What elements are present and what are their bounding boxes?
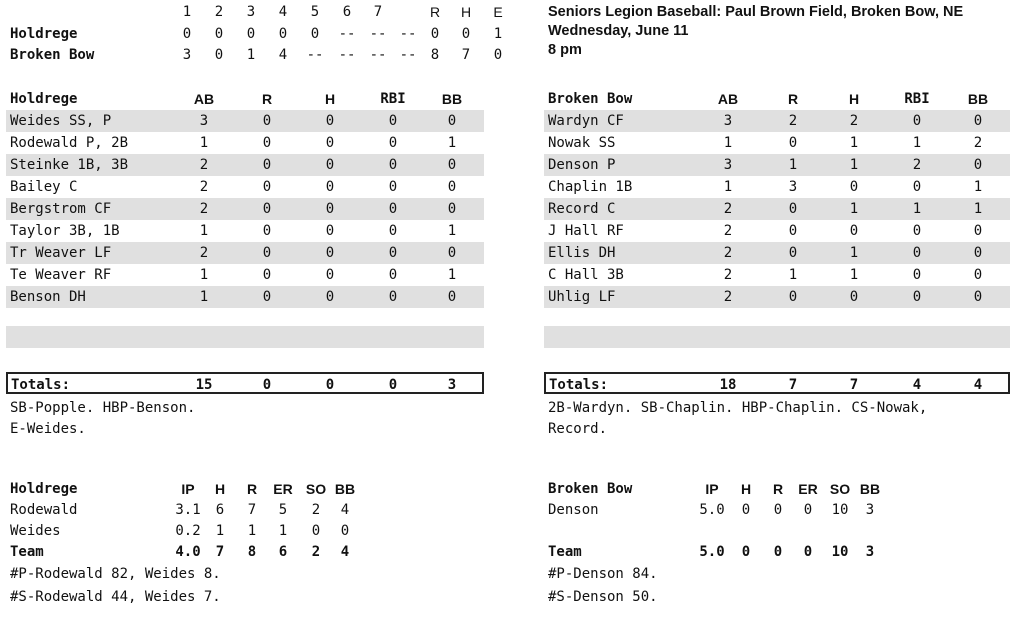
stat-r: 0 (262, 113, 272, 129)
stat-rbi: 0 (388, 157, 398, 173)
stat-ab: 2 (723, 289, 733, 305)
pitching-team-row (548, 542, 908, 563)
stat-r: 0 (788, 223, 798, 239)
stat-r: 2 (788, 113, 798, 129)
team-so: 2 (311, 544, 321, 560)
pitching-team-name: Holdrege (10, 481, 78, 497)
team-bb: 3 (865, 544, 875, 560)
home-inning-5: -- (306, 47, 324, 63)
game-info (548, 3, 963, 60)
pitcher-name: Rodewald (10, 502, 78, 518)
stat-rbi: 1 (912, 201, 922, 217)
stat-h: 0 (325, 267, 335, 283)
col-bb: BB (859, 481, 881, 497)
stat-bb: 2 (973, 135, 983, 151)
batting-row (6, 242, 484, 264)
stat-bb: 0 (447, 201, 457, 217)
col-h: H (214, 481, 226, 497)
col-er: ER (798, 481, 818, 497)
team-r: 0 (773, 544, 783, 560)
col-so: SO (305, 481, 327, 497)
inning-header-3: 3 (246, 4, 256, 20)
team-er: 6 (278, 544, 288, 560)
pitching-team-label: Team (548, 544, 582, 560)
player-name: Te Weaver RF (10, 267, 112, 283)
stat-ip: 5.0 (699, 502, 725, 518)
batting-row (544, 220, 1010, 242)
home-inning-1: 3 (182, 47, 192, 63)
stat-ab: 2 (199, 157, 209, 173)
col-so: SO (829, 481, 851, 497)
stat-rbi: 0 (388, 267, 398, 283)
team-ip: 5.0 (699, 544, 725, 560)
team-ip: 4.0 (175, 544, 201, 560)
stat-bb: 4 (340, 502, 350, 518)
stat-h: 1 (849, 201, 859, 217)
inning-header-5: 5 (310, 4, 320, 20)
stat-ab: 2 (199, 201, 209, 217)
batting-row (544, 110, 1010, 132)
player-name: Rodewald P, 2B (10, 135, 129, 151)
stat-er: 0 (803, 502, 813, 518)
stat-h: 0 (325, 245, 335, 261)
stat-bb: 1 (447, 267, 457, 283)
away-inning-4: 0 (278, 26, 288, 42)
strike-count-note: #S-Rodewald 44, Weides 7. (10, 589, 221, 605)
batting-row (544, 198, 1010, 220)
batting-totals-row (544, 372, 1010, 394)
stat-ip: 3.1 (175, 502, 201, 518)
stat-ab: 2 (723, 201, 733, 217)
batting-row (544, 264, 1010, 286)
player-name: Steinke 1B, 3B (10, 157, 129, 173)
pitching-team-label: Team (10, 544, 44, 560)
player-name: C Hall 3B (548, 267, 624, 283)
totals-ab: 15 (195, 377, 213, 393)
stat-h: 1 (215, 523, 225, 539)
away-inning-3: 0 (246, 26, 256, 42)
stat-h: 0 (849, 289, 859, 305)
stat-ab: 1 (199, 289, 209, 305)
team-r: 8 (247, 544, 257, 560)
stat-bb: 0 (973, 157, 983, 173)
col-rbi: RBI (380, 91, 406, 107)
stat-bb: 1 (973, 179, 983, 195)
pitching-header (10, 479, 370, 500)
stat-rbi: 0 (912, 289, 922, 305)
spacer (548, 521, 908, 542)
stat-bb: 0 (447, 179, 457, 195)
runs-header: R (429, 4, 441, 20)
game-title: Seniors Legion Baseball: Paul Brown Field, Broken Bow, NE (548, 4, 964, 20)
stat-so: 10 (831, 502, 849, 518)
player-name: Wardyn CF (548, 113, 624, 129)
pitching-table-holdrege (10, 479, 370, 609)
stat-r: 0 (788, 245, 798, 261)
game-time: 8 pm (548, 42, 582, 58)
stat-ab: 1 (723, 135, 733, 151)
stat-rbi: 0 (912, 223, 922, 239)
stat-rbi: 0 (388, 223, 398, 239)
pitch-count-note: #P-Rodewald 82, Weides 8. (10, 566, 221, 582)
stat-ab: 3 (723, 157, 733, 173)
away-errors: 1 (493, 26, 503, 42)
batting-row (544, 154, 1010, 176)
stat-ab: 2 (723, 245, 733, 261)
totals-bb: 3 (447, 377, 457, 393)
col-bb: BB (334, 481, 356, 497)
pitcher-name: Denson (548, 502, 599, 518)
batting-row (6, 198, 484, 220)
stat-h: 0 (325, 289, 335, 305)
stat-r: 7 (247, 502, 257, 518)
player-name: Record C (548, 201, 616, 217)
player-name: Bergstrom CF (10, 201, 112, 217)
stat-so: 2 (311, 502, 321, 518)
player-name: Bailey C (10, 179, 78, 195)
stat-ab: 1 (199, 135, 209, 151)
stat-r: 0 (788, 201, 798, 217)
stat-r: 0 (262, 179, 272, 195)
home-inning-3: 1 (246, 47, 256, 63)
totals-label: Totals: (549, 377, 609, 393)
stat-er: 1 (278, 523, 288, 539)
stat-bb: 0 (447, 289, 457, 305)
pitcher-row (10, 521, 370, 542)
away-hits: 0 (461, 26, 471, 42)
stat-h: 0 (325, 179, 335, 195)
stat-bb: 0 (973, 223, 983, 239)
stat-h: 2 (849, 113, 859, 129)
home-inning-7: -- (369, 47, 387, 63)
game-date: Wednesday, June 11 (548, 23, 689, 39)
col-h: H (324, 91, 336, 107)
batting-team-name: Broken Bow (548, 91, 633, 107)
batting-notes (548, 398, 927, 440)
stat-h: 0 (849, 223, 859, 239)
batting-row (544, 242, 1010, 264)
strike-count-note: #S-Denson 50. (548, 589, 658, 605)
stat-ab: 3 (723, 113, 733, 129)
stat-rbi: 0 (388, 201, 398, 217)
batting-notes (10, 398, 195, 440)
totals-rbi: 4 (912, 377, 922, 393)
stat-rbi: 2 (912, 157, 922, 173)
pitching-team-name: Broken Bow (548, 481, 633, 497)
stat-bb: 0 (447, 157, 457, 173)
player-name: Uhlig LF (548, 289, 616, 305)
stat-ab: 2 (199, 245, 209, 261)
col-h: H (740, 481, 752, 497)
stat-h: 0 (325, 135, 335, 151)
batting-row (6, 176, 484, 198)
stat-h: 0 (741, 502, 751, 518)
team-bb: 4 (340, 544, 350, 560)
totals-h: 7 (849, 377, 859, 393)
player-name: Tr Weaver LF (10, 245, 112, 261)
away-inning-7: -- (369, 26, 387, 42)
pitcher-row (10, 500, 370, 521)
stat-r: 0 (262, 267, 272, 283)
player-name: J Hall RF (548, 223, 624, 239)
stat-r: 3 (788, 179, 798, 195)
home-inning-8: -- (399, 47, 417, 63)
errors-header: E (493, 4, 503, 20)
player-name: Ellis DH (548, 245, 616, 261)
stat-ab: 2 (723, 223, 733, 239)
totals-label: Totals: (11, 377, 71, 393)
away-inning-5: 0 (310, 26, 320, 42)
col-ab: AB (193, 91, 215, 107)
batting-row (6, 110, 484, 132)
home-runs: 8 (430, 47, 440, 63)
col-rbi: RBI (904, 91, 930, 107)
batting-note-line: E-Weides. (10, 421, 86, 437)
stat-bb: 0 (447, 245, 457, 261)
away-runs: 0 (430, 26, 440, 42)
batting-row (6, 264, 484, 286)
team-h: 7 (215, 544, 225, 560)
batting-header (544, 88, 1010, 110)
batting-row (6, 154, 484, 176)
stat-ab: 2 (199, 179, 209, 195)
player-name: Denson P (548, 157, 616, 173)
batting-note-line: Record. (548, 421, 608, 437)
batting-row (544, 286, 1010, 308)
stat-h: 1 (849, 157, 859, 173)
totals-bb: 4 (973, 377, 983, 393)
stat-h: 6 (215, 502, 225, 518)
col-r: R (772, 481, 784, 497)
stat-rbi: 0 (388, 179, 398, 195)
stat-rbi: 1 (912, 135, 922, 151)
stat-bb: 0 (973, 289, 983, 305)
player-name: Taylor 3B, 1B (10, 223, 120, 239)
inning-header-2: 2 (214, 4, 224, 20)
stat-bb: 1 (973, 201, 983, 217)
away-inning-2: 0 (214, 26, 224, 42)
stat-r: 0 (262, 157, 272, 173)
stat-so: 0 (311, 523, 321, 539)
stat-rbi: 0 (388, 135, 398, 151)
player-name: Chaplin 1B (548, 179, 633, 195)
stat-r: 0 (262, 135, 272, 151)
col-r: R (261, 91, 273, 107)
pitching-team-row (10, 542, 370, 563)
stat-rbi: 0 (388, 245, 398, 261)
batting-row (6, 220, 484, 242)
col-ip: IP (181, 481, 195, 497)
empty-row (544, 326, 1010, 348)
stat-bb: 3 (865, 502, 875, 518)
away-inning-8: -- (399, 26, 417, 42)
col-ip: IP (705, 481, 719, 497)
home-inning-4: 4 (278, 47, 288, 63)
batting-table-holdrege (6, 88, 484, 437)
col-bb: BB (967, 91, 989, 107)
linescore-team-home: Broken Bow (10, 47, 95, 63)
team-er: 0 (803, 544, 813, 560)
home-hits: 7 (461, 47, 471, 63)
inning-header-6: 6 (342, 4, 352, 20)
stat-bb: 0 (973, 113, 983, 129)
stat-r: 0 (262, 289, 272, 305)
inning-header-1: 1 (182, 4, 192, 20)
stat-r: 0 (788, 135, 798, 151)
batting-note-line: SB-Popple. HBP-Benson. (10, 400, 196, 416)
stat-rbi: 0 (912, 245, 922, 261)
stat-bb: 0 (973, 245, 983, 261)
batting-row (6, 286, 484, 308)
home-errors: 0 (493, 47, 503, 63)
batting-row (6, 132, 484, 154)
stat-er: 5 (278, 502, 288, 518)
stat-bb: 0 (340, 523, 350, 539)
col-ab: AB (717, 91, 739, 107)
home-inning-6: -- (338, 47, 356, 63)
stat-h: 1 (849, 267, 859, 283)
batting-team-name: Holdrege (10, 91, 78, 107)
stat-r: 1 (788, 157, 798, 173)
stat-ab: 1 (199, 223, 209, 239)
home-inning-2: 0 (214, 47, 224, 63)
stat-rbi: 0 (912, 113, 922, 129)
stat-bb: 0 (973, 267, 983, 283)
pitching-header (548, 479, 908, 500)
player-name: Benson DH (10, 289, 86, 305)
stat-r: 0 (262, 245, 272, 261)
stat-bb: 0 (447, 113, 457, 129)
stat-r: 0 (262, 201, 272, 217)
linescore-team-away: Holdrege (10, 26, 78, 42)
totals-r: 7 (788, 377, 798, 393)
stat-ab: 2 (723, 267, 733, 283)
player-name: Weides SS, P (10, 113, 112, 129)
stat-h: 0 (325, 223, 335, 239)
stat-h: 0 (849, 179, 859, 195)
stat-h: 1 (849, 135, 859, 151)
stat-bb: 1 (447, 135, 457, 151)
stat-h: 0 (325, 201, 335, 217)
pitcher-name: Weides (10, 523, 61, 539)
pitch-count-note: #P-Denson 84. (548, 566, 658, 582)
stat-rbi: 0 (388, 113, 398, 129)
batting-row (544, 132, 1010, 154)
totals-ab: 18 (719, 377, 737, 393)
totals-r: 0 (262, 377, 272, 393)
team-so: 10 (831, 544, 849, 560)
stat-r: 0 (262, 223, 272, 239)
stat-r: 0 (773, 502, 783, 518)
col-r: R (246, 481, 258, 497)
stat-h: 0 (325, 157, 335, 173)
stat-rbi: 0 (912, 267, 922, 283)
totals-h: 0 (325, 377, 335, 393)
stat-rbi: 0 (388, 289, 398, 305)
batting-row (544, 176, 1010, 198)
stat-r: 0 (788, 289, 798, 305)
stat-ip: 0.2 (175, 523, 201, 539)
hits-header: H (460, 4, 472, 20)
away-inning-6: -- (338, 26, 356, 42)
totals-rbi: 0 (388, 377, 398, 393)
line-score (0, 0, 520, 70)
stat-bb: 1 (447, 223, 457, 239)
team-h: 0 (741, 544, 751, 560)
player-name: Nowak SS (548, 135, 616, 151)
away-inning-1: 0 (182, 26, 192, 42)
stat-h: 1 (849, 245, 859, 261)
pitcher-row (548, 500, 908, 521)
batting-header (6, 88, 484, 110)
col-h: H (848, 91, 860, 107)
batting-table-broken-bow (544, 88, 1010, 437)
empty-row (6, 326, 484, 348)
stat-ab: 1 (723, 179, 733, 195)
stat-r: 1 (247, 523, 257, 539)
inning-header-7: 7 (373, 4, 383, 20)
col-bb: BB (441, 91, 463, 107)
stat-ab: 3 (199, 113, 209, 129)
stat-r: 1 (788, 267, 798, 283)
pitching-table-broken-bow (548, 479, 908, 609)
batting-note-line: 2B-Wardyn. SB-Chaplin. HBP-Chaplin. CS-Nowak, (548, 400, 928, 416)
col-r: R (787, 91, 799, 107)
stat-ab: 1 (199, 267, 209, 283)
stat-h: 0 (325, 113, 335, 129)
batting-totals-row (6, 372, 484, 394)
stat-rbi: 0 (912, 179, 922, 195)
col-er: ER (273, 481, 293, 497)
inning-header-4: 4 (278, 4, 288, 20)
